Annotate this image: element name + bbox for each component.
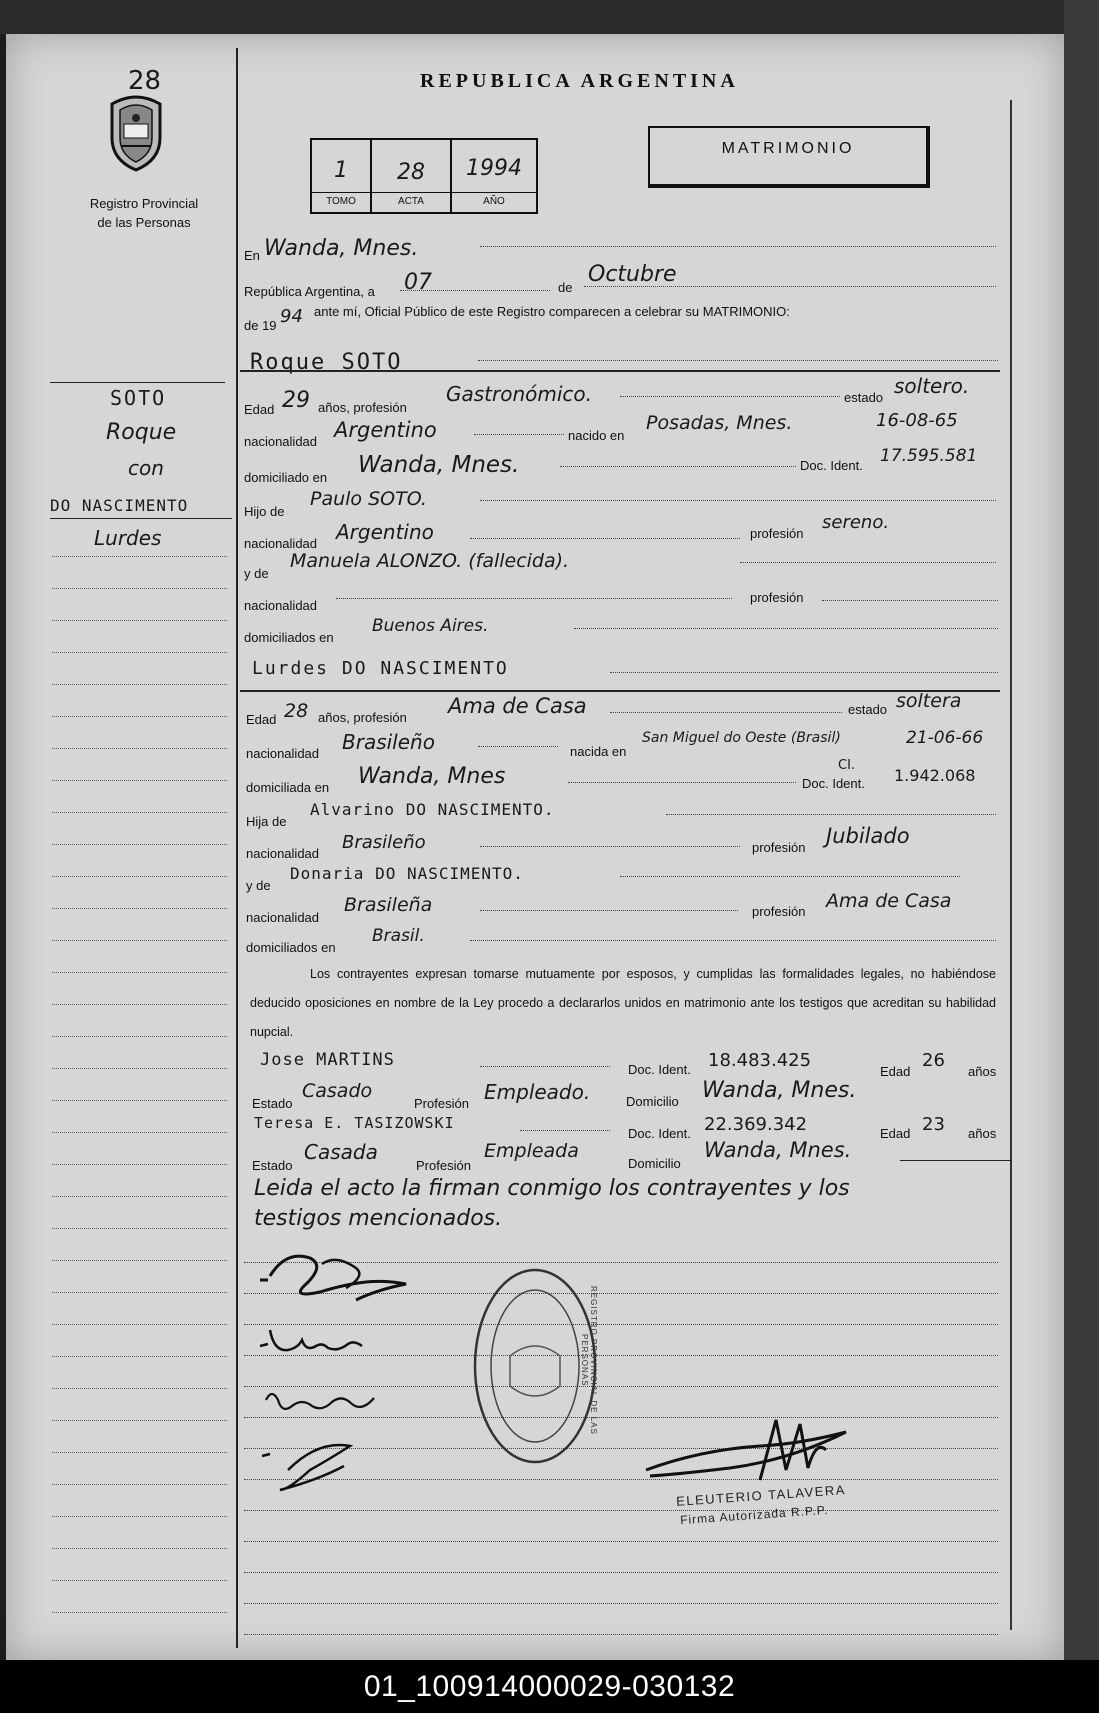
bride-yde-label: y de xyxy=(246,878,271,893)
official-title: Firma Autorizada R.P.P. xyxy=(679,1502,829,1528)
republica-label: República Argentina, a xyxy=(244,284,375,299)
bride-estado: soltera xyxy=(896,690,962,712)
body-rule xyxy=(244,1634,998,1635)
margin-rule xyxy=(52,1196,227,1197)
groom-dom-line xyxy=(560,466,796,467)
margin-rule xyxy=(52,1100,227,1101)
witness1-anos-label: años xyxy=(968,1064,997,1079)
groom-anos-label: años, profesión xyxy=(318,400,407,415)
margin-surname2: DO NASCIMENTO xyxy=(50,496,189,515)
groom-hijo-label: Hijo de xyxy=(244,504,285,519)
groom-father-prof: sereno. xyxy=(822,512,890,533)
witness1-name: Jose MARTINS xyxy=(260,1050,395,1070)
margin-rule xyxy=(52,1068,227,1069)
right-border xyxy=(1010,100,1012,1630)
witness2-age: 23 xyxy=(922,1114,945,1135)
witness1-doc: 18.483.425 xyxy=(708,1050,812,1071)
margin-rule xyxy=(52,780,227,781)
groom-edad-label: Edad xyxy=(244,402,275,417)
ano-value: 1994 xyxy=(466,156,522,181)
witness1-domicile: Wanda, Mnes. xyxy=(702,1078,857,1103)
bride-profession: Ama de Casa xyxy=(448,694,587,718)
groom-yde-label: y de xyxy=(244,566,269,581)
bride-dom-line xyxy=(568,782,796,783)
tomo-value: 1 xyxy=(334,158,348,183)
bride-doc-label: Doc. Ident. xyxy=(802,776,865,791)
groom-dom-label: domiciliado en xyxy=(244,470,328,485)
acta-cell xyxy=(372,140,452,212)
registry-name xyxy=(64,194,224,232)
margin-rule xyxy=(52,620,227,621)
bride-birthplace: San Miguel do Oeste (Brasil) xyxy=(642,730,841,746)
groom-name: Roque SOTO xyxy=(250,350,403,375)
bride-mother-nat: Brasileña xyxy=(344,894,433,916)
bride-rule xyxy=(240,690,1000,692)
bride-hija-label: Hija de xyxy=(246,814,287,829)
margin-rule xyxy=(52,1420,227,1421)
margin-top-rule xyxy=(50,382,225,383)
declaration-text: Los contrayentes expresan tomarse mutuamente por esposos, y cumplidas las formalidades legales, no habiéndose deducido oposiciones en nombre de la Ley procedo a declararlos unidos en matrimonio ante los testigos que acreditan su habilidad nupcial. xyxy=(250,967,996,1039)
ano-cell xyxy=(452,140,536,212)
witness2-edad-label: Edad xyxy=(880,1126,911,1141)
witness2-name: Teresa E. TASIZOWSKI xyxy=(254,1114,455,1132)
groom-estado-label: estado xyxy=(844,390,884,405)
margin-mid-rule xyxy=(50,518,232,519)
bride-mother-prof-label: profesión xyxy=(752,904,806,919)
intro-place: Wanda, Mnes. xyxy=(264,236,419,261)
margin-rule xyxy=(52,1580,227,1581)
margin-rule xyxy=(52,908,227,909)
groom-name-line xyxy=(478,360,998,361)
closing-line1: Leida el acto la firman conmigo los contrayentes y los xyxy=(254,1176,850,1201)
bride-profession-line xyxy=(610,712,842,713)
witness1-dom-label: Domicilio xyxy=(626,1094,679,1109)
margin-rule xyxy=(52,844,227,845)
margin-rule xyxy=(52,1228,227,1229)
intro-day: 07 xyxy=(404,270,432,295)
margin-rule xyxy=(52,1356,227,1357)
bride-edad-label: Edad xyxy=(246,712,277,727)
page-number: 28 xyxy=(128,66,162,96)
witness1-edad-label: Edad xyxy=(880,1064,911,1079)
margin-rule xyxy=(52,556,227,557)
margin-rule xyxy=(52,652,227,653)
groom-rule xyxy=(240,370,1000,372)
margin-rule xyxy=(52,588,227,589)
margin-rule xyxy=(52,1164,227,1165)
bride-mother-nat-label: nacionalidad xyxy=(246,910,320,925)
witness1-estado: Casado xyxy=(302,1080,373,1102)
groom-father-prof-label: profesión xyxy=(750,526,804,541)
witness2-domicile: Wanda, Mnes. xyxy=(704,1138,852,1162)
groom-parents-dom-label: domiciliados en xyxy=(244,630,334,645)
bride-mother: Donaria DO NASCIMENTO. xyxy=(290,864,524,883)
en-label: En xyxy=(244,248,260,263)
groom-estado: soltero. xyxy=(894,374,970,398)
groom-age: 29 xyxy=(282,388,310,413)
witness1-name-line xyxy=(480,1066,610,1067)
bride-parents-dom-line xyxy=(470,940,996,941)
margin-rule xyxy=(52,1484,227,1485)
bride-anos-label: años, profesión xyxy=(318,710,407,725)
bride-doc-prefix: CI. xyxy=(838,758,856,773)
provincial-crest-icon xyxy=(104,94,168,179)
witness2-prof-label: Profesión xyxy=(416,1158,471,1173)
margin-rule xyxy=(52,748,227,749)
groom-mother-prof-line xyxy=(822,600,998,601)
ano-label: AÑO xyxy=(483,196,505,207)
witness1-estado-label: Estado xyxy=(252,1096,293,1111)
margin-rule xyxy=(52,1388,227,1389)
bride-father-line xyxy=(666,814,996,815)
margin-name2: Lurdes xyxy=(94,526,162,550)
seal-text: REGISTRO PROVINCIAL DE LAS PERSONAS xyxy=(580,1285,598,1435)
witness1-signature xyxy=(262,1380,382,1427)
witness2-anos-label: años xyxy=(968,1126,997,1141)
margin-surname1: SOTO xyxy=(110,386,167,410)
scan-right-edge xyxy=(1064,0,1099,1660)
body-rule xyxy=(244,1510,998,1511)
bride-father-prof-label: profesión xyxy=(752,840,806,855)
bride-name-line xyxy=(610,672,998,673)
groom-father: Paulo SOTO. xyxy=(310,488,427,510)
witness2-name-line xyxy=(520,1130,610,1131)
margin-divider xyxy=(236,48,238,1648)
witness2-profession: Empleada xyxy=(484,1140,579,1162)
groom-nacido-label: nacido en xyxy=(568,428,625,443)
groom-mother: Manuela ALONZO. (fallecida). xyxy=(290,550,570,572)
margin-name1: Roque xyxy=(106,420,177,445)
box-divider xyxy=(312,192,536,193)
bride-nac-label: nacionalidad xyxy=(246,746,320,761)
witness1-age: 26 xyxy=(922,1050,945,1071)
groom-doc-label: Doc. Ident. xyxy=(800,458,863,473)
margin-rule xyxy=(52,1548,227,1549)
intro-month: Octubre xyxy=(588,262,677,287)
registry-line2: de las Personas xyxy=(97,215,191,230)
bride-age: 28 xyxy=(284,700,309,722)
year-suffix: 94 xyxy=(280,306,303,327)
bride-father-nat: Brasileño xyxy=(342,832,426,853)
bride-father-nat-line xyxy=(480,846,740,847)
de-label: de xyxy=(558,280,573,295)
bride-parents-dom: Brasil. xyxy=(372,926,425,946)
margin-rule xyxy=(52,684,227,685)
bride-estado-label: estado xyxy=(848,702,888,717)
groom-nat-line xyxy=(474,434,564,435)
body-rule xyxy=(244,1541,998,1542)
bride-birthdate: 21-06-66 xyxy=(906,728,984,748)
bride-parents-dom-label: domiciliados en xyxy=(246,940,336,955)
margin-rule xyxy=(52,876,227,877)
groom-nationality: Argentino xyxy=(334,418,437,442)
country-title: REPUBLICA ARGENTINA xyxy=(420,70,739,92)
tomo-cell xyxy=(312,140,372,212)
bride-nat-line xyxy=(478,746,558,747)
groom-mother-nat-line xyxy=(336,598,732,599)
margin-rule xyxy=(52,716,227,717)
groom-mother-nat-label: nacionalidad xyxy=(244,598,318,613)
bride-name: Lurdes DO NASCIMENTO xyxy=(252,658,509,679)
record-type: MATRIMONIO xyxy=(721,140,855,157)
margin-rule xyxy=(52,1260,227,1261)
bride-father-nat-label: nacionalidad xyxy=(246,846,320,861)
margin-rule xyxy=(52,1132,227,1133)
witness2-estado: Casada xyxy=(304,1140,378,1164)
place-line xyxy=(480,246,996,247)
groom-father-nat: Argentino xyxy=(336,520,434,544)
witness2-doc: 22.369.342 xyxy=(704,1114,808,1135)
margin-rule xyxy=(52,812,227,813)
groom-profession: Gastronómico. xyxy=(446,382,593,406)
margin-rule xyxy=(52,1516,227,1517)
month-line xyxy=(584,286,996,287)
groom-nac-label: nacionalidad xyxy=(244,434,318,449)
groom-mother-line xyxy=(740,562,996,563)
witness2-end-line xyxy=(900,1160,1012,1161)
groom-doc: 17.595.581 xyxy=(880,446,978,466)
acta-label: ACTA xyxy=(398,196,424,207)
registry-line1: Registro Provincial xyxy=(89,196,199,211)
groom-signature xyxy=(256,1240,456,1315)
margin-rule xyxy=(52,1292,227,1293)
tomo-label: TOMO xyxy=(326,196,356,207)
bride-doc: 1.942.068 xyxy=(894,766,976,785)
witness1-doc-label: Doc. Ident. xyxy=(628,1062,691,1077)
year-prefix: de 19 xyxy=(244,318,277,333)
record-type-box xyxy=(648,126,930,188)
margin-rule xyxy=(52,940,227,941)
margin-rule xyxy=(52,972,227,973)
groom-birthdate: 16-08-65 xyxy=(876,410,958,431)
bride-nacida-label: nacida en xyxy=(570,744,627,759)
margin-rule xyxy=(52,1324,227,1325)
bride-domicile: Wanda, Mnes xyxy=(358,764,506,789)
bride-mother-prof: Ama de Casa xyxy=(826,890,952,912)
margin-rule xyxy=(52,1452,227,1453)
groom-father-nat-line xyxy=(470,538,740,539)
bride-father-prof: Jubilado xyxy=(826,824,910,848)
margin-rule xyxy=(52,1036,227,1037)
groom-birthplace: Posadas, Mnes. xyxy=(646,412,793,434)
margin-rule xyxy=(52,1612,227,1613)
witness2-dom-label: Domicilio xyxy=(628,1156,681,1171)
bride-signature xyxy=(258,1322,378,1367)
body-rule xyxy=(244,1572,998,1573)
bride-mother-line xyxy=(620,876,960,877)
witness2-doc-label: Doc. Ident. xyxy=(628,1126,691,1141)
witness2-estado-label: Estado xyxy=(252,1158,293,1173)
bride-mother-nat-line xyxy=(480,910,738,911)
ante-text: ante mí, Oficial Público de este Registro comparecen a celebrar su MATRIMONIO: xyxy=(314,304,790,319)
witness1-prof-label: Profesión xyxy=(414,1096,469,1111)
scan-id: 01_100914000029-030132 xyxy=(0,1660,1099,1713)
bride-father: Alvarino DO NASCIMENTO. xyxy=(310,800,555,819)
margin-con: con xyxy=(128,456,164,480)
closing-line2: testigos mencionados. xyxy=(254,1206,503,1231)
witness1-profession: Empleado. xyxy=(484,1080,591,1104)
groom-parents-dom: Buenos Aires. xyxy=(372,616,489,636)
acta-value: 28 xyxy=(397,160,425,185)
groom-domicile: Wanda, Mnes. xyxy=(358,452,520,478)
witness2-signature xyxy=(258,1430,368,1505)
record-number-box xyxy=(310,138,538,214)
groom-parents-dom-line xyxy=(574,628,998,629)
official-name: ELEUTERIO TALAVERA xyxy=(675,1482,847,1509)
body-rule xyxy=(244,1603,998,1604)
groom-father-nat-label: nacionalidad xyxy=(244,536,318,551)
scan-top-edge xyxy=(0,0,1099,34)
groom-profession-line xyxy=(620,396,840,397)
groom-father-line xyxy=(480,500,996,501)
bride-dom-label: domiciliada en xyxy=(246,780,330,795)
bride-nationality: Brasileño xyxy=(342,730,435,754)
groom-mother-prof-label: profesión xyxy=(750,590,804,605)
margin-rule xyxy=(52,1004,227,1005)
day-line xyxy=(400,290,550,291)
